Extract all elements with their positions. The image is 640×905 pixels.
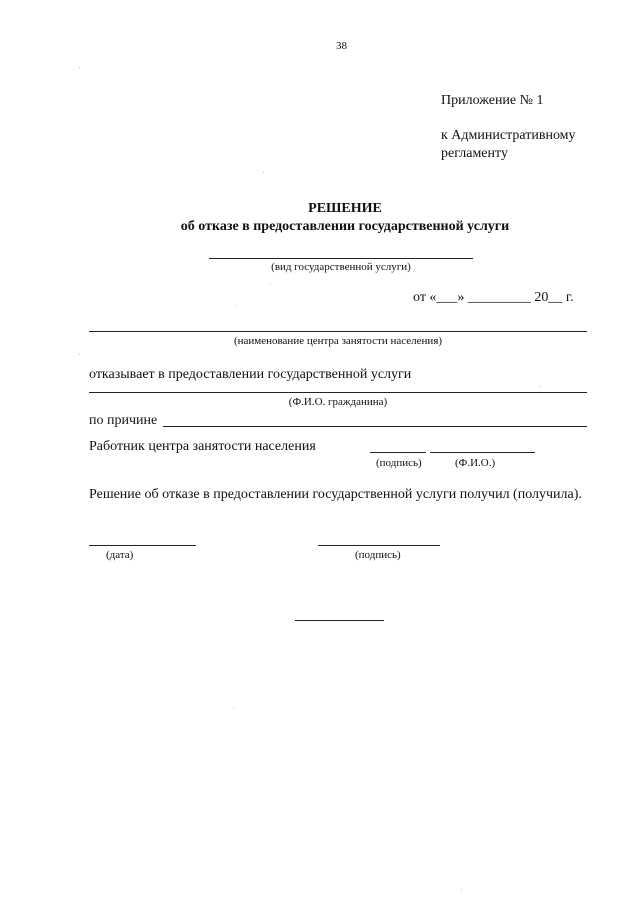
scan-speck	[79, 354, 80, 355]
appendix-line-2: к Административному	[441, 128, 576, 143]
signature-line-2	[318, 545, 440, 546]
appendix-line-1: Приложение № 1	[441, 93, 544, 108]
scan-speck	[540, 386, 541, 387]
scan-speck	[270, 283, 271, 284]
fio-line	[430, 452, 535, 453]
closing-separator	[295, 620, 384, 621]
citizen-line	[89, 392, 587, 393]
reason-line	[163, 426, 587, 427]
document-subtitle: об отказе в предоставлении государственной услуги	[180, 219, 510, 234]
scan-speck	[263, 172, 264, 173]
service-type-caption: (вид государственной услуги)	[271, 261, 411, 273]
employee-label: Работник центра занятости населения	[89, 439, 316, 454]
scan-speck	[233, 708, 234, 709]
scan-speck	[236, 305, 237, 306]
scan-speck	[461, 889, 462, 890]
page-number: 38	[336, 40, 347, 52]
fio-caption: (Ф.И.О.)	[455, 457, 496, 469]
date-caption: (дата)	[106, 549, 134, 561]
date-line	[89, 545, 196, 546]
appendix-line-3: регламенту	[441, 146, 508, 161]
document-title: РЕШЕНИЕ	[308, 201, 382, 216]
center-name-caption: (наименование центра занятости населения)	[233, 335, 443, 347]
signature-line	[370, 452, 426, 453]
date-field: от «___» _________ 20__ г.	[413, 290, 574, 305]
signature-caption-2: (подпись)	[355, 549, 401, 561]
reason-label: по причине	[89, 413, 158, 428]
center-name-line	[89, 331, 587, 332]
received-text: Решение об отказе в предоставлении государственной услуги получил (получила).	[89, 487, 582, 502]
refuses-text: отказывает в предоставлении государственной услуги	[89, 367, 412, 382]
citizen-caption: (Ф.И.О. гражданина)	[288, 396, 388, 408]
scan-speck	[79, 67, 80, 68]
service-type-line	[209, 258, 473, 259]
signature-caption: (подпись)	[376, 457, 422, 469]
